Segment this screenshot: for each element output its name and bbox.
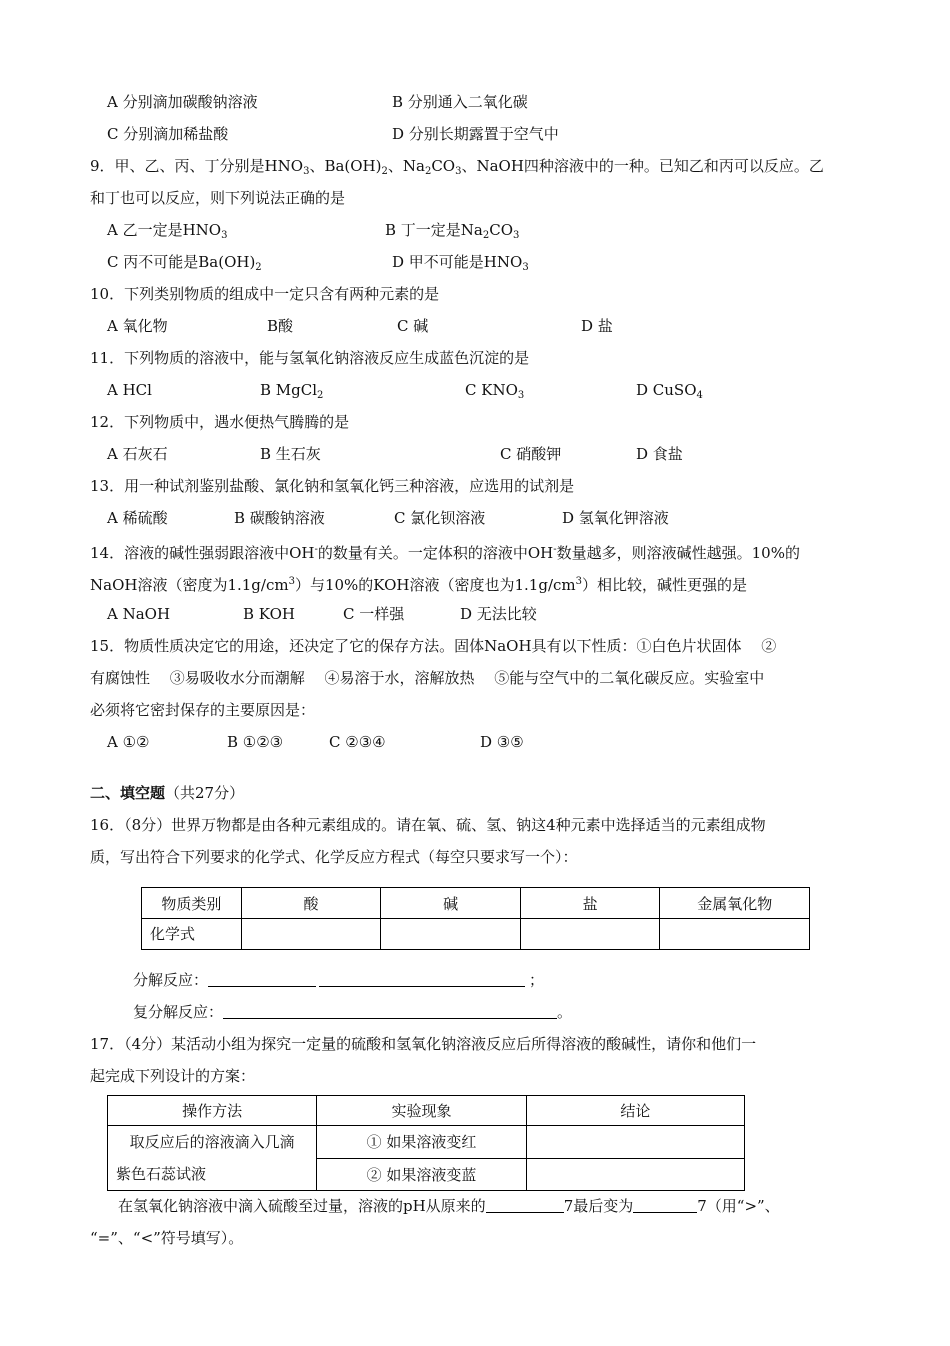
q15-option-a: A ①② (107, 733, 150, 751)
decomposition-blank-2[interactable] (319, 970, 525, 987)
q13-option-a: A 稀硫酸 (107, 509, 168, 527)
q17-header-phenomenon: 实验现象 (317, 1096, 526, 1126)
q17-observation-red: ① 如果溶液变红 (317, 1126, 526, 1159)
q17-stem: 17．（4分）某活动小组为探究一定量的硫酸和氢氧化钠溶液反应后所得溶液的酸碱性，请你和他们一 (90, 1035, 757, 1053)
q9-option-a: A 乙一定是$HNO_3$ (107, 221, 228, 241)
q10-option-d: D 盐 (581, 317, 613, 335)
q16-stem: 16．（8分）世界万物都是由各种元素组成的。请在氧、硫、氢、钠这4种元素中选择适当的元素组成物 (90, 816, 766, 834)
q10-option-c: C 碱 (397, 317, 429, 335)
q16-double-decomposition: 复分解反应： 。 (133, 1003, 573, 1021)
q10-stem: 10．下列类别物质的组成中一定只含有两种元素的是 (90, 285, 440, 303)
q13-option-d: D 氢氧化钾溶液 (562, 509, 669, 527)
q14-option-c: C 一样强 (343, 605, 405, 623)
q10-option-a: A 氧化物 (107, 317, 168, 335)
q15-stem-cont2: 必须将它密封保存的主要原因是： (90, 701, 316, 719)
q11-option-d: D CuSO$_4$ (636, 381, 703, 401)
q12-option-a: A 石灰石 (107, 445, 168, 463)
section-heading: 二、填空题（共27分） (90, 784, 245, 802)
q16-row-label: 化学式 (142, 919, 242, 950)
q12-option-c: C 硝酸钾 (500, 445, 562, 463)
q12-option-d: D 食盐 (636, 445, 683, 463)
q14-option-d: D 无法比较 (460, 605, 537, 623)
q15-stem: 15．物质性质决定它的用途，还决定了它的保存方法。固体NaOH具有以下性质：①白色片状固体 ② (90, 637, 777, 655)
q16-answer-acid[interactable] (241, 919, 381, 950)
q17-header-operation: 操作方法 (108, 1096, 317, 1126)
q16-header-acid: 酸 (241, 888, 381, 919)
q16-answer-salt[interactable] (520, 919, 660, 950)
q11-option-b: B MgCl$_2$ (260, 381, 324, 401)
q13-option-b: B 碳酸钠溶液 (234, 509, 325, 527)
q16-table (141, 887, 810, 950)
q16-stem-cont: 质，写出符合下列要求的化学式、化学反应方程式（每空只要求写一个）： (90, 848, 578, 866)
q16-answer-base[interactable] (381, 919, 521, 950)
double-decomposition-blank[interactable] (223, 1002, 557, 1019)
q15-option-d: D ③⑤ (480, 733, 524, 751)
q17-conclusion-blue[interactable] (526, 1158, 744, 1191)
q10-option-b: B酸 (267, 317, 294, 335)
q14-option-a: A NaOH (107, 605, 171, 623)
q17-table (107, 1095, 745, 1191)
q16-decomposition: 分解反应： ； (133, 971, 545, 989)
q16-header-category: 物质类别 (142, 888, 242, 919)
q12-option-b: B 生石灰 (260, 445, 321, 463)
q8-option-a: A 分别滴加碳酸钠溶液 (107, 93, 258, 111)
q9-option-c: C 丙不可能是$Ba(OH)_2$ (107, 253, 262, 273)
q17-stem-cont: 起完成下列设计的方案： (90, 1067, 256, 1085)
q17-header-conclusion: 结论 (526, 1096, 744, 1126)
q17-conclusion-red[interactable] (526, 1126, 744, 1159)
q9-option-b: B 丁一定是$Na_2CO_3$ (385, 221, 520, 241)
q17-operation-cell: 取反应后的溶液滴入几滴 紫色石蕊试液 (108, 1126, 317, 1191)
q13-option-c: C 氯化钡溶液 (394, 509, 486, 527)
q8-option-d: D 分别长期露置于空气中 (392, 125, 559, 143)
q16-header-metal-oxide: 金属氧化物 (660, 888, 810, 919)
q17-ph-question-cont: “=”、“<”符号填写）。 (90, 1229, 244, 1247)
q11-option-a: A HCl (107, 381, 152, 399)
q17-ph-question: 在氢氧化钠溶液中滴入硫酸至过量，溶液的pH从原来的 7最后变为 7（用“>”、 (118, 1197, 780, 1215)
q11-option-c: C $KNO_3$ (465, 381, 525, 401)
q14-option-b: B KOH (243, 605, 295, 623)
q15-option-c: C ②③④ (329, 733, 386, 751)
ph-initial-blank[interactable] (486, 1196, 564, 1213)
q11-stem: 11．下列物质的溶液中，能与氢氧化钠溶液反应生成蓝色沉淀的是 (90, 349, 530, 367)
ph-final-blank[interactable] (633, 1196, 697, 1213)
q16-header-base: 碱 (381, 888, 521, 919)
q15-option-b: B ①②③ (227, 733, 284, 751)
q16-answer-metal-oxide[interactable] (660, 919, 810, 950)
q9-stem-cont: 和丁也可以反应，则下列说法正确的是 (90, 189, 346, 207)
q8-option-c: C 分别滴加稀盐酸 (107, 125, 229, 143)
q15-stem-cont: 有腐蚀性 ③易吸收水分而潮解 ④易溶于水，溶解放热 ⑤能与空气中的二氧化碳反应。实验室中 (90, 669, 765, 687)
q17-observation-blue: ② 如果溶液变蓝 (317, 1158, 526, 1191)
q16-header-salt: 盐 (520, 888, 660, 919)
decomposition-blank-1[interactable] (208, 970, 316, 987)
q14-stem-cont: NaOH溶液（密度为$1.1g/cm^3$）与10%的KOH溶液（密度也为$1.1g/cm^3$）相比较，碱性更强的是 (90, 576, 748, 594)
q13-stem: 13．用一种试剂鉴别盐酸、氯化钠和氢氧化钙三种溶液，应选用的试剂是 (90, 477, 575, 495)
q14-stem: 14．溶液的碱性强弱跟溶液中OH-的数量有关。一定体积的溶液中OH-数量越多，则溶液碱性越强。10%的 (90, 544, 800, 562)
q9-stem: 9．甲、乙、丙、丁分别是$HNO_3$、$Ba(OH)_2$、$Na_2CO_3$、NaOH四种溶液中的一种。已知乙和丙可以反应。乙 (90, 157, 824, 177)
q12-stem: 12．下列物质中，遇水便热气腾腾的是 (90, 413, 350, 431)
q8-option-b: B 分别通入二氧化碳 (392, 93, 528, 111)
q9-option-d: D 甲不可能是$HNO_3$ (392, 253, 529, 273)
